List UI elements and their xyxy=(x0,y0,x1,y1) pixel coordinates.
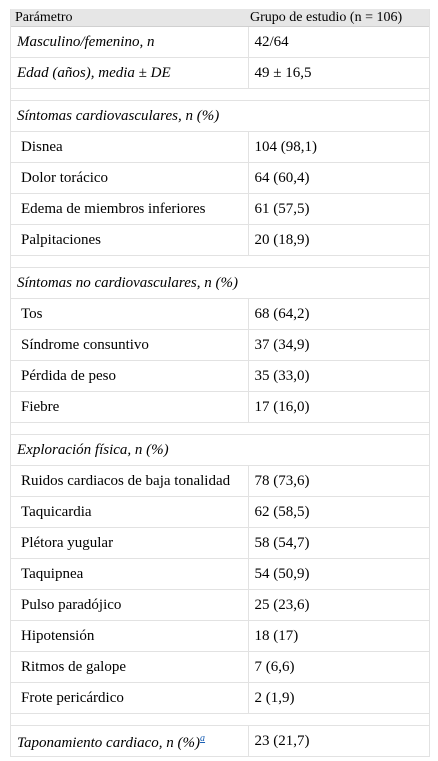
row-value: 17 (16,0) xyxy=(248,392,429,423)
row-value: 42/64 xyxy=(248,27,429,58)
row-label: Plétora yugular xyxy=(11,528,248,559)
section-title: Exploración física, n (%) xyxy=(11,435,429,466)
row-label: Frote pericárdico xyxy=(11,683,248,714)
table-row xyxy=(11,361,429,392)
row-value: 54 (50,9) xyxy=(248,559,429,590)
table-row xyxy=(11,559,429,590)
row-label: Taquipnea xyxy=(11,559,248,590)
table-row xyxy=(11,466,429,497)
row-value: 58 (54,7) xyxy=(248,528,429,559)
section-title: Síntomas cardiovasculares, n (%) xyxy=(11,101,429,132)
header-study-group: Grupo de estudio (n = 106) xyxy=(248,9,429,27)
row-value: 37 (34,9) xyxy=(248,330,429,361)
row-value: 7 (6,6) xyxy=(248,652,429,683)
row-value: 104 (98,1) xyxy=(248,132,429,163)
section-header-row xyxy=(11,101,429,132)
parameters-table xyxy=(11,9,430,757)
footnote-link[interactable]: a xyxy=(200,733,206,744)
row-label: Ritmos de galope xyxy=(11,652,248,683)
row-label xyxy=(11,726,248,757)
table-row xyxy=(11,497,429,528)
spacer-row xyxy=(11,714,429,726)
table-row xyxy=(11,330,429,361)
row-label: Ruidos cardiacos de baja tonalidad xyxy=(11,466,248,497)
row-value: 61 (57,5) xyxy=(248,194,429,225)
table-row xyxy=(11,225,429,256)
row-label: Edema de miembros inferiores xyxy=(11,194,248,225)
spacer-row xyxy=(11,423,429,435)
table-row xyxy=(11,392,429,423)
table-row xyxy=(11,528,429,559)
row-label: Palpitaciones xyxy=(11,225,248,256)
spacer-row xyxy=(11,256,429,268)
row-value: 64 (60,4) xyxy=(248,163,429,194)
row-value: 20 (18,9) xyxy=(248,225,429,256)
table-row xyxy=(11,683,429,714)
row-value: 25 (23,6) xyxy=(248,590,429,621)
row-value: 68 (64,2) xyxy=(248,299,429,330)
row-value: 62 (58,5) xyxy=(248,497,429,528)
table-row xyxy=(11,299,429,330)
row-label: Masculino/femenino, n xyxy=(11,27,248,58)
row-label: Taquicardia xyxy=(11,497,248,528)
table-row xyxy=(11,194,429,225)
row-value: 49 ± 16,5 xyxy=(248,58,429,89)
section-header-row xyxy=(11,268,429,299)
row-value: 78 (73,6) xyxy=(248,466,429,497)
table-row xyxy=(11,726,429,757)
section-title: Síntomas no cardiovasculares, n (%) xyxy=(11,268,429,299)
row-label: Fiebre xyxy=(11,392,248,423)
section-header-row xyxy=(11,435,429,466)
row-label: Pulso paradójico xyxy=(11,590,248,621)
row-value: 23 (21,7) xyxy=(248,726,429,757)
table-row xyxy=(11,132,429,163)
row-label: Hipotensión xyxy=(11,621,248,652)
row-label: Tos xyxy=(11,299,248,330)
table-row xyxy=(11,163,429,194)
spacer-row xyxy=(11,89,429,101)
row-label-text: Taponamiento cardiaco, n (%) xyxy=(17,735,201,751)
table-row xyxy=(11,652,429,683)
table-row xyxy=(11,58,429,89)
row-label: Edad (años), media ± DE xyxy=(11,58,248,89)
table-header-row xyxy=(11,9,429,27)
data-table-container xyxy=(10,9,430,757)
row-value: 18 (17) xyxy=(248,621,429,652)
row-label: Disnea xyxy=(11,132,248,163)
table-row xyxy=(11,27,429,58)
table-row xyxy=(11,590,429,621)
row-value: 2 (1,9) xyxy=(248,683,429,714)
header-parameter: Parámetro xyxy=(11,9,248,27)
row-label: Síndrome consuntivo xyxy=(11,330,248,361)
table-row xyxy=(11,621,429,652)
row-value: 35 (33,0) xyxy=(248,361,429,392)
row-label: Pérdida de peso xyxy=(11,361,248,392)
row-label: Dolor torácico xyxy=(11,163,248,194)
